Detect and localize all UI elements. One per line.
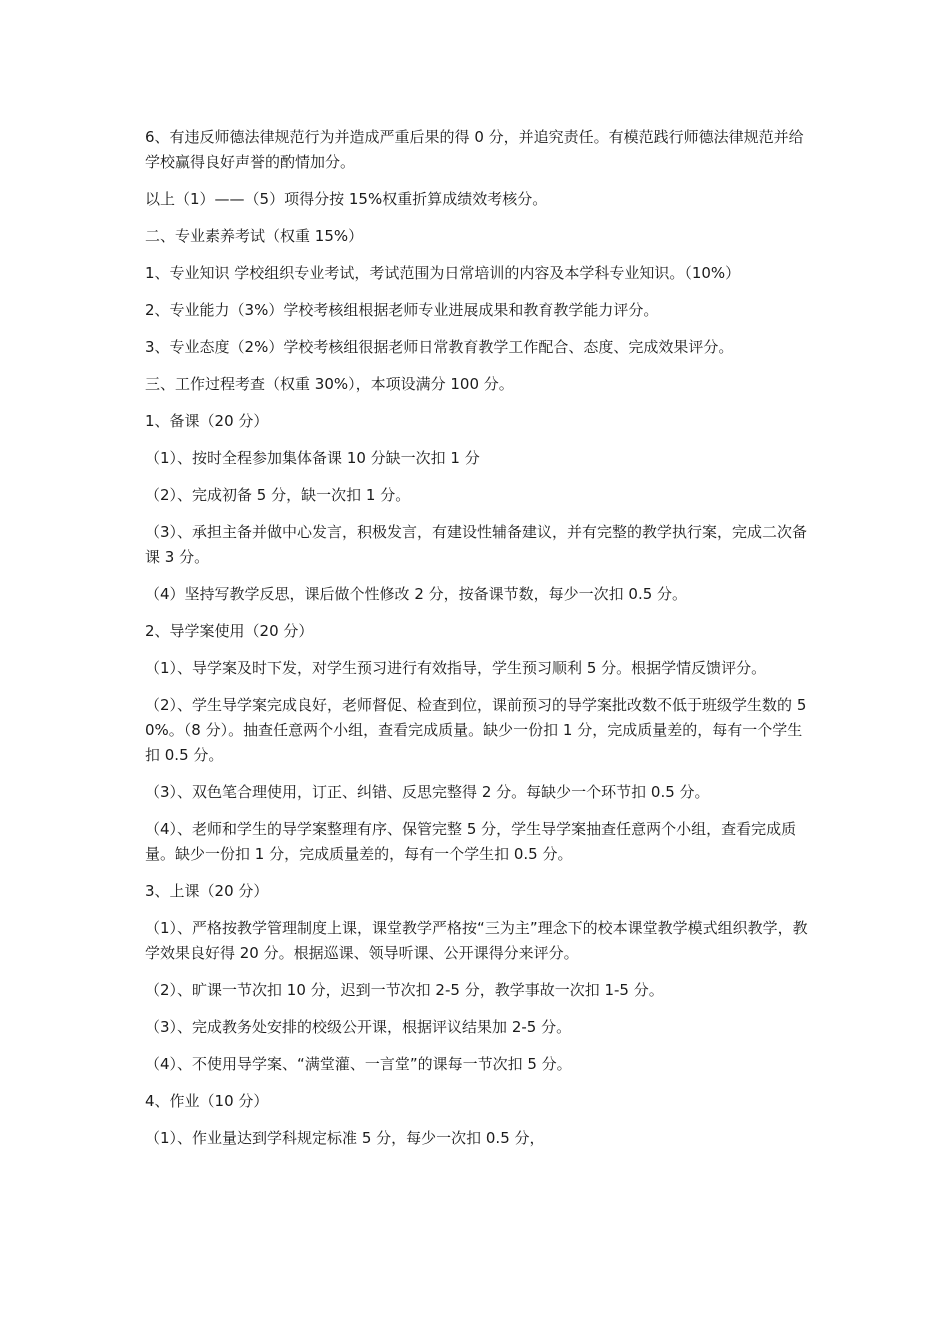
list-item: （4）、不使用导学案、“满堂灌、一言堂”的课每一节次扣 5 分。: [145, 1055, 572, 1073]
paragraph-moral-conduct: 6、有违反师德法律规范行为并造成严重后果的得 0 分，并追究责任。有模范践行师德法律规范并给学校赢得良好声誉的酌情加分。: [145, 128, 804, 171]
list-item: （1）、按时全程参加集体备课 10 分缺一次扣 1 分: [145, 449, 480, 467]
paragraph-professional-ability: 2、专业能力（3%）学校考核组根据老师专业进展成果和教育教学能力评分。: [145, 301, 659, 319]
section-heading-professional-exam: 二、专业素养考试（权重 15%）: [145, 227, 364, 245]
list-item: （3）、双色笔合理使用，订正、纠错、反思完整得 2 分。每缺少一个环节扣 0.5 分。: [145, 783, 710, 801]
list-item: （3）、承担主备并做中心发言，积极发言，有建设性辅备建议，并有完整的教学执行案，完成二次备课 3 分。: [145, 523, 808, 566]
list-item: （2）、完成初备 5 分，缺一次扣 1 分。: [145, 486, 411, 504]
paragraph-professional-knowledge: 1、专业知识 学校组织专业考试，考试范围为日常培训的内容及本学科专业知识。（10%）: [145, 264, 741, 282]
list-item: （2）、旷课一节次扣 10 分，迟到一节次扣 2-5 分，教学事故一次扣 1-5 分。: [145, 981, 664, 999]
subheading-class-teaching: 3、上课（20 分）: [145, 882, 269, 900]
list-item: （4）、老师和学生的导学案整理有序、保管完整 5 分，学生导学案抽查任意两个小组，查看完成质量。缺少一份扣 1 分，完成质量差的，每有一个学生扣 0.5 分。: [145, 820, 797, 863]
paragraph-professional-attitude: 3、专业态度（2%）学校考核组很据老师日常教育教学工作配合、态度、完成效果评分。: [145, 338, 734, 356]
subheading-homework: 4、作业（10 分）: [145, 1092, 269, 1110]
section-heading-work-process: 三、工作过程考查（权重 30%），本项设满分 100 分。: [145, 375, 514, 393]
list-item: （1）、作业量达到学科规定标准 5 分，每少一次扣 0.5 分，: [145, 1129, 545, 1147]
list-item: （2）、学生导学案完成良好，老师督促、检查到位，课前预习的导学案批改数不低于班级学生数的 50%。（8 分）。抽查任意两个小组，查看完成质量。缺少一份扣 1 分，完成质量差的，每有一个学生扣 0.5 分。: [145, 696, 807, 764]
paragraph-weight-note: 以上（1）——（5）项得分按 15%权重折算成绩效考核分。: [145, 190, 548, 208]
list-item: （3）、完成教务处安排的校级公开课，根据评议结果加 2-5 分。: [145, 1018, 572, 1036]
subheading-guide-plan: 2、导学案使用（20 分）: [145, 622, 314, 640]
list-item: （1）、严格按教学管理制度上课，课堂教学严格按“三为主”理念下的校本课堂教学模式组织教学，教学效果良好得 20 分。根据巡课、领导听课、公开课得分来评分。: [145, 919, 808, 962]
list-item: （4）坚持写教学反思，课后做个性修改 2 分，按备课节数，每少一次扣 0.5 分。: [145, 585, 688, 603]
list-item: （1）、导学案及时下发，对学生预习进行有效指导，学生预习顺利 5 分。根据学情反馈评分。: [145, 659, 767, 677]
subheading-lesson-prep: 1、备课（20 分）: [145, 412, 269, 430]
document-body: [145, 125, 810, 1163]
